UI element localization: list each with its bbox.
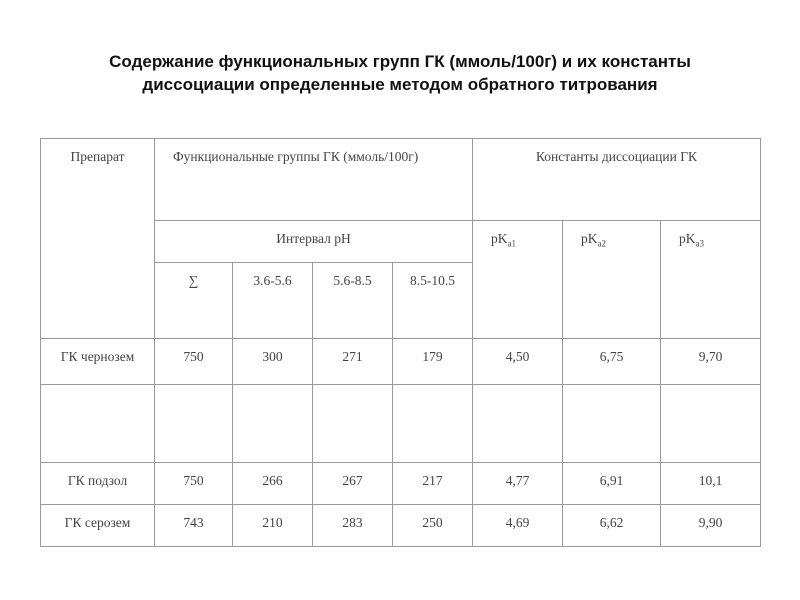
cell-pka3: 9,70	[661, 339, 761, 385]
cell-pka2: 6,62	[563, 505, 661, 547]
page-title	[0, 50, 800, 96]
header-functional-groups: Функциональные группы ГК (ммоль/100г)	[155, 139, 473, 221]
cell-pka1: 4,50	[473, 339, 563, 385]
data-table	[40, 138, 761, 547]
header-range-3: 8.5-10.5	[393, 263, 473, 339]
cell-range-3: 250	[393, 505, 473, 547]
header-preparation: Препарат	[41, 139, 155, 339]
cell-range-1: 300	[233, 339, 313, 385]
title-line-2: диссоциации определенные методом обратного титрования	[142, 75, 658, 94]
table-row-spacer	[41, 385, 761, 463]
cell-pka3: 10,1	[661, 463, 761, 505]
pka3-sub: a3	[695, 238, 704, 249]
header-dissociation-constants: Константы диссоциации ГК	[473, 139, 761, 221]
table-row	[41, 505, 761, 547]
row-name: ГК чернозем	[41, 339, 155, 385]
cell-pka2: 6,91	[563, 463, 661, 505]
header-range-2: 5.6-8.5	[313, 263, 393, 339]
row-name: ГК подзол	[41, 463, 155, 505]
cell-range-2: 267	[313, 463, 393, 505]
header-row-1	[41, 139, 761, 221]
pka2-sub: a2	[597, 238, 606, 249]
cell-pka2: 6,75	[563, 339, 661, 385]
table-row	[41, 463, 761, 505]
header-sum: ∑	[155, 263, 233, 339]
pka1-sub: a1	[507, 238, 516, 249]
pka3-base: pK	[679, 231, 696, 246]
cell-sum: 750	[155, 463, 233, 505]
cell-pka1: 4,77	[473, 463, 563, 505]
cell-range-2: 271	[313, 339, 393, 385]
row-name: ГК серозем	[41, 505, 155, 547]
cell-range-3: 179	[393, 339, 473, 385]
header-pka2	[563, 221, 661, 339]
cell-sum: 743	[155, 505, 233, 547]
cell-pka3: 9,90	[661, 505, 761, 547]
pka2-base: pK	[581, 231, 598, 246]
cell-range-2: 283	[313, 505, 393, 547]
header-range-1: 3.6-5.6	[233, 263, 313, 339]
cell-range-1: 266	[233, 463, 313, 505]
header-pka3	[661, 221, 761, 339]
table-row	[41, 339, 761, 385]
header-pka1	[473, 221, 563, 339]
cell-sum: 750	[155, 339, 233, 385]
pka1-base: pK	[491, 231, 508, 246]
cell-range-1: 210	[233, 505, 313, 547]
cell-range-3: 217	[393, 463, 473, 505]
header-ph-interval: Интервал pH	[155, 221, 473, 263]
cell-pka1: 4,69	[473, 505, 563, 547]
title-line-1: Содержание функциональных групп ГК (ммоль/100г) и их константы	[109, 52, 691, 71]
